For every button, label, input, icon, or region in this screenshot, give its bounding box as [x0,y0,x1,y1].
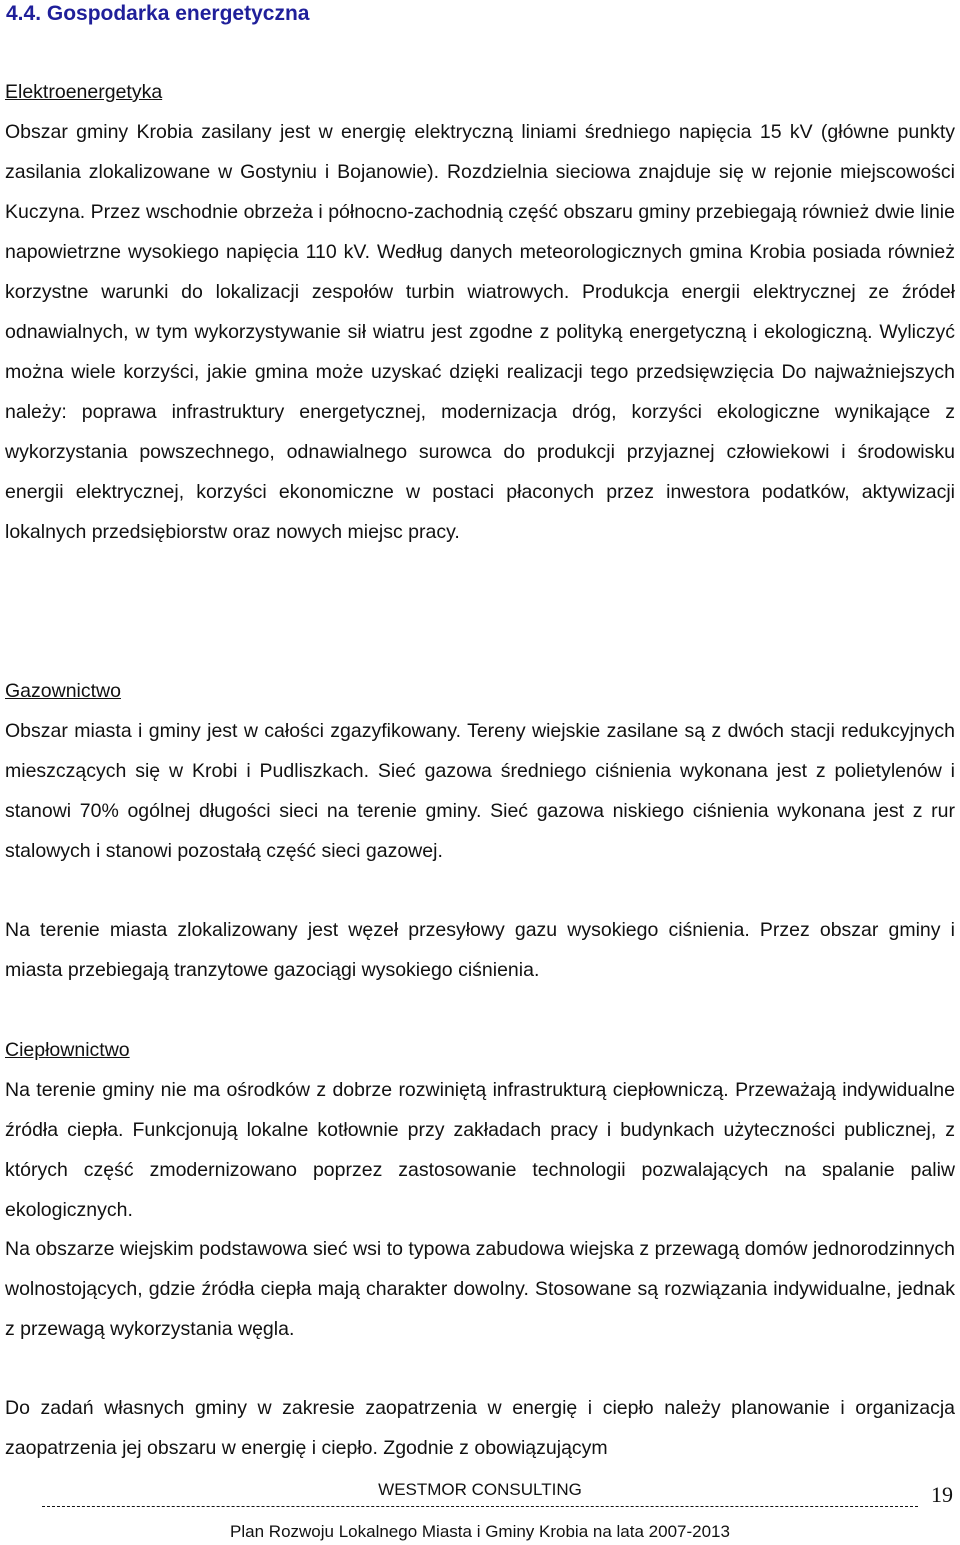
subsection-title-elektroenergetyka: Elektroenergetyka [5,81,163,103]
page-number: 19 [931,1482,953,1507]
subsection-title-gazownictwo: Gazownictwo [5,680,121,702]
paragraph-closing: Do zadań własnych gminy w zakresie zaopatrzenia w energię i ciepło należy planowanie i organizacja zaopatrzenia jej obszaru w energię i ciepło. Zgodnie z obowiązującym [5,1397,955,1459]
paragraph-cieplownictwo-2: Na obszarze wiejskim podstawowa sieć wsi to typowa zabudowa wiejska z przewagą domów jednorodzinnych wolnostojących, gdzie źródła ciepła mają charakter dowolny. Stosowane są rozwiązania indywidualne, jednak z przewagą wykorzystania węgla. [5,1238,955,1340]
paragraph-elektroenergetyka: Obszar gminy Krobia zasilany jest w energię elektryczną liniami średniego napięcia 15 kV (główne punkty zasilania zlokalizowane w Gostyniu i Bojanowie). Rozdzielnia sieciowa znajduje się w rejonie miejscowości Kuczyna. Przez wschodnie obrzeża i północno-zachodnią część obszaru gminy przebiegają również dwie linie napowietrzne wysokiego napięcia 110 kV. Według danych meteorologicznych gmina Krobia posiada również korzystne warunki do lokalizacji zespołów turbin wiatrowych. Produkcja energii elektrycznej ze źródeł odnawialnych, w tym wykorzystywanie sił wiatru jest zgodne z polityką energetyczną i ekologiczną. Wyliczyć można wiele korzyści, jakie gmina może uzyskać dzięki realizacji tego przedsięwzięcia Do najważniejszych należy: poprawa infrastruktury energetycznej, modernizacja dróg, korzyści ekologiczne wynikające z wykorzystania powszechnego, odnawialnego surowca do produkcji przyjaznej człowiekowi i środowisku energii elektrycznej, korzyści ekonomiczne w postaci płaconych przez inwestora podatków, aktywizacji lokalnych przedsiębiorstw oraz nowych miejsc pracy. [5,121,955,543]
footer-divider [42,1506,918,1507]
section-heading: 4.4. Gospodarka energetyczna [6,2,310,25]
footer-document-title: Plan Rozwoju Lokalnego Miasta i Gminy Krobia na lata 2007-2013 [230,1522,730,1541]
footer-company: WESTMOR CONSULTING [378,1480,582,1499]
paragraph-gazownictwo-1: Obszar miasta i gminy jest w całości zgazyfikowany. Tereny wiejskie zasilane są z dwóch stacji redukcyjnych mieszczących się w Krobi i Pudliszkach. Sieć gazowa średniego ciśnienia wykonana jest z polietylenów i stanowi 70% ogólnej długości sieci na terenie gminy. Sieć gazowa niskiego ciśnienia wykonana jest z rur stalowych i stanowi pozostałą część sieci gazowej. [5,720,955,862]
paragraph-gazownictwo-2: Na terenie miasta zlokalizowany jest węzeł przesyłowy gazu wysokiego ciśnienia. Przez obszar gminy i miasta przebiegają tranzytowe gazociągi wysokiego ciśnienia. [5,919,955,981]
paragraph-cieplownictwo-1: Na terenie gminy nie ma ośrodków z dobrze rozwiniętą infrastrukturą ciepłowniczą. Przeważają indywidualne źródła ciepła. Funkcjonują lokalne kotłownie przy zakładach pracy i budynkach użyteczności publicznej, z których część zmodernizowano poprzez zastosowanie technologii pozwalających na spalanie paliw ekologicznych. [5,1079,955,1221]
subsection-title-cieplownictwo: Ciepłownictwo [5,1039,130,1061]
